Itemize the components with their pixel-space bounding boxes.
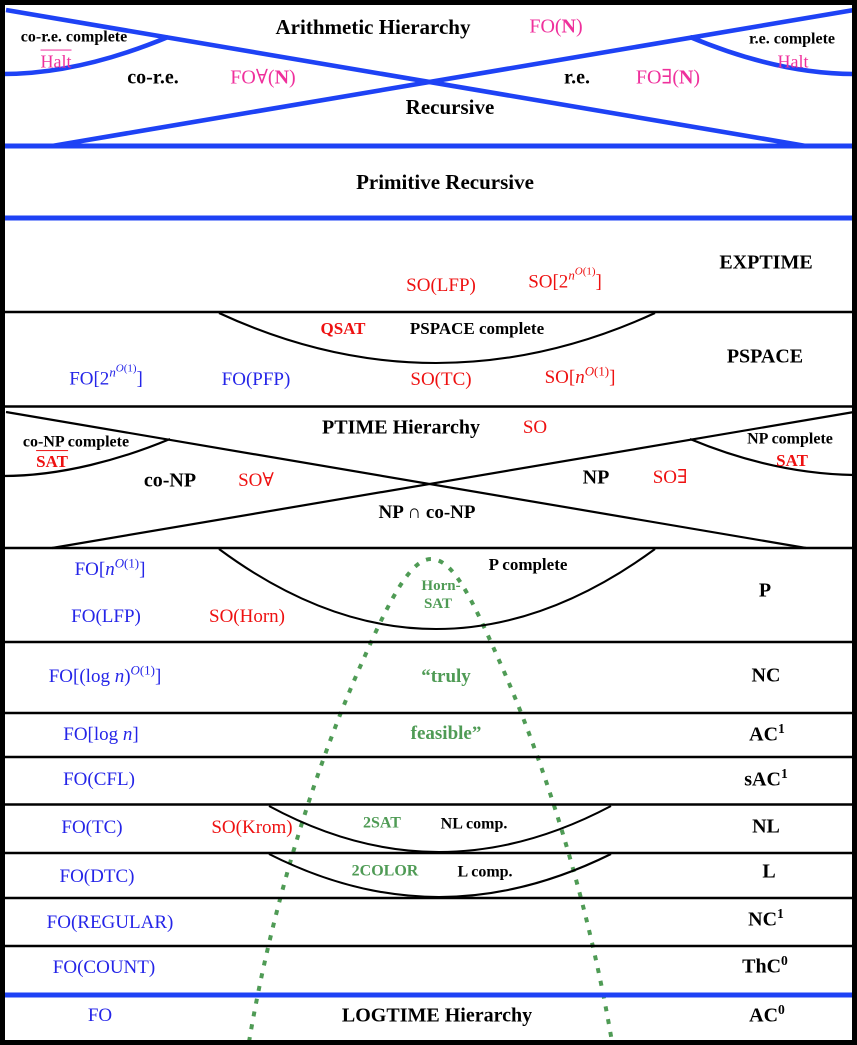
label-2sat: 2SAT <box>363 814 401 832</box>
formula-fo-2-exp: $FO[2^{n^{O(1)}}]$ <box>69 362 143 390</box>
label-2color: 2COLOR <box>351 862 419 880</box>
label-recursive: Recursive <box>405 94 495 119</box>
formula-fo-forall-n: FO∀(N) <box>230 66 296 89</box>
label-re-complete: r.e. complete <box>748 30 836 48</box>
formula-fo-pfp: FO(PFP) <box>221 369 291 391</box>
label-nc: NC <box>751 664 781 687</box>
formula-so-poly: $SO[n^{O(1)}]$ <box>544 363 616 389</box>
label-qsat: QSAT <box>320 319 366 339</box>
formula-fo-log-poly: FO[(log n)$^{O(1)}$] <box>48 662 162 688</box>
label-ac0: $AC^0$ <box>749 1001 785 1027</box>
formula-fo-count: FO(COUNT) <box>52 957 156 979</box>
sat-complement-text: SAT <box>36 452 68 472</box>
formula-so-2-exp: $SO[2^{n^{O(1)}}]$ <box>528 265 602 293</box>
formula-fo-dtc: FO(DTC) <box>59 866 135 888</box>
label-halt: Halt <box>777 51 809 72</box>
label-logtime-hierarchy: LOGTIME Hierarchy <box>341 1004 533 1027</box>
halt-complement-text: Halt <box>40 51 72 72</box>
formula-fo: FO <box>87 1005 113 1027</box>
formula-fo-log-n: FO[log n] <box>63 724 139 746</box>
formula-fo-poly: $FO[n^{O(1)}]$ <box>74 555 146 581</box>
label-feasible: feasible” <box>410 723 482 745</box>
label-np: NP <box>582 466 610 489</box>
label-primitive-recursive: Primitive Recursive <box>356 169 534 194</box>
label-sat-complement <box>36 453 68 471</box>
label-p: P <box>758 579 772 602</box>
truly-feasible-curve <box>249 559 612 1042</box>
formula-so: SO <box>522 417 548 439</box>
label-l: L <box>762 860 776 883</box>
label-re: r.e. <box>564 66 590 89</box>
formula-fo-exists-n: FO∃(N) <box>635 66 701 89</box>
l-complete-pocket <box>269 854 611 897</box>
label-ptime-hierarchy: PTIME Hierarchy <box>322 416 480 439</box>
formula-so-exists: SO∃ <box>652 467 688 489</box>
label-pspace: PSPACE <box>726 345 804 368</box>
label-horn-sat-line2: SAT <box>423 596 453 613</box>
formula-fo-n: FO(N) <box>529 15 583 38</box>
label-horn-sat-line1: Horn- <box>421 578 461 595</box>
label-l-complete: L comp. <box>457 863 513 881</box>
label-arithmetic-hierarchy: Arithmetic Hierarchy <box>275 14 471 39</box>
label-nl: NL <box>752 815 780 838</box>
label-truly: “truly <box>421 666 471 688</box>
formula-so-tc: SO(TC) <box>410 369 472 391</box>
label-thc0: ThC$^0$ <box>742 952 788 978</box>
formula-so-horn: SO(Horn) <box>209 606 285 628</box>
label-co-np: co-NP <box>143 469 197 492</box>
label-nc1: $NC^1$ <box>748 905 784 931</box>
formula-fo-tc: FO(TC) <box>61 817 123 839</box>
label-co-re-complete: co-r.e. complete <box>20 28 128 46</box>
label-ac1: $AC^1$ <box>749 720 785 746</box>
formula-fo-regular: FO(REGULAR) <box>46 912 174 934</box>
label-np-complete: NP complete <box>747 430 833 448</box>
formula-so-forall: SO∀ <box>238 470 274 492</box>
formula-fo-lfp: FO(LFP) <box>71 606 141 628</box>
formula-so-krom: SO(Krom) <box>211 817 293 839</box>
label-pspace-complete: PSPACE complete <box>409 319 545 339</box>
label-p-complete: P complete <box>488 555 568 575</box>
label-co-np-complete: co-NP complete <box>22 433 130 451</box>
label-np-intersect-co-np: NP ∩ co-NP <box>378 502 476 524</box>
label-sac1: sAC$^1$ <box>744 765 788 791</box>
label-nl-complete: NL comp. <box>440 815 508 833</box>
label-sat: SAT <box>776 451 808 471</box>
label-halt-complement <box>41 53 72 72</box>
formula-fo-cfl: FO(CFL) <box>63 769 135 791</box>
label-co-re: co-r.e. <box>127 66 179 89</box>
label-exptime: EXPTIME <box>719 251 813 274</box>
formula-so-lfp: SO(LFP) <box>406 275 476 297</box>
